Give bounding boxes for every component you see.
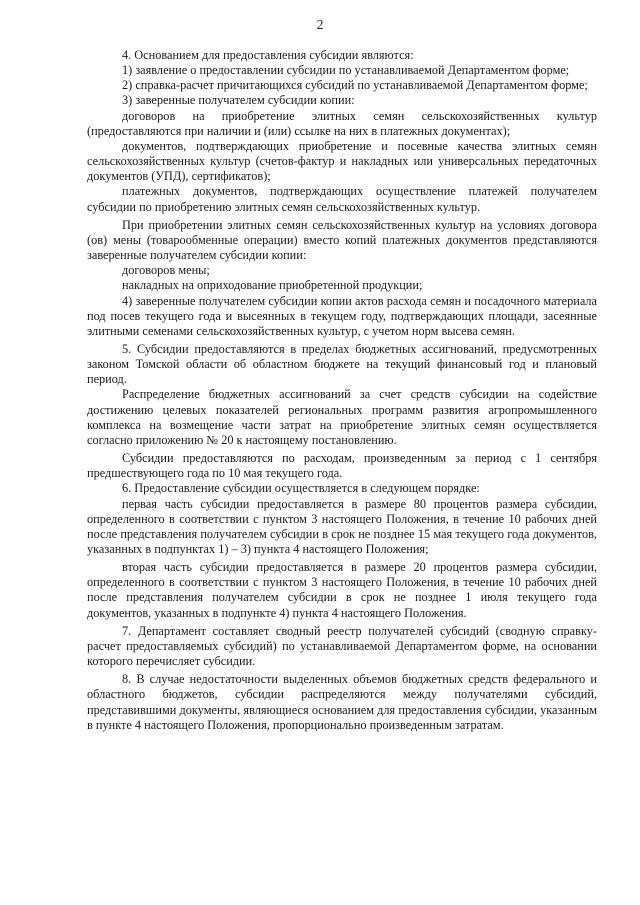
paragraph: 4. Основанием для предоставления субсидии являются: [122,48,414,62]
paragraph: Распределение бюджетных ассигнований за счет средств субсидии на содействие достижению целевых показателей региональных программ развития агропромышленного комплекса на возмещение части затрат на приобретение элитных семян осуществляется согласно приложению № 20 к настоящему постановлению. [87,387,597,447]
paragraph: При приобретении элитных семян сельскохозяйственных культур на условиях договора (ов) мены (товарообменные операции) вместо копий платежных документов представляются заверенные получателем субсидии копии: [87,217,597,263]
paragraph: документов, подтверждающих приобретение и посевные качества элитных семян сельскохозяйственных культур (счетов-фактур и накладных или универсальных передаточных документов (УПД), сертификатов); [87,138,597,184]
paragraph: 3) заверенные получателем субсидии копии: [122,93,355,108]
paragraph: 6. Предоставление субсидии осуществляется в следующем порядке: [122,481,480,496]
document-body [87,48,597,733]
page-number: 2 [316,17,324,32]
paragraph: Субсидии предоставляются по расходам, произведенным за период с 1 сентября предшествующего года по 10 мая текущего года. [87,451,597,481]
paragraph: 4) заверенные получателем субсидии копии актов расхода семян и посадочного материала под посев текущего года и высеянных в текущем году, подтверждающих площади, засеянные элитными семенами сельскохозяйственных культур, с учетом норм высева семян. [87,293,597,338]
paragraph: 8. В случае недостаточности выделенных объемов бюджетных средств федерального и областного бюджетов, субсидии распределяются между получателями субсидий, представившими документы, являющиеся основанием для предоставления субсидии, указанным в пункте 4 настоящего Положения, пропорционально произведенным затратам. [87,672,597,732]
paragraph: платежных документов, подтверждающих осуществление платежей получателем субсидии по приобретению элитных семян сельскохозяйственных культур. [87,184,597,214]
paragraph: договоров на приобретение элитных семян сельскохозяйственных культур (предоставляются при наличии и (или) ссылке на них в платежных документах); [87,108,597,138]
paragraph: накладных на оприходование приобретенной продукции; [122,278,423,293]
paragraph: 1) заявление о предоставлении субсидии по устанавливаемой Департаментом форме; [122,63,570,78]
paragraph: 5. Субсидии предоставляются в пределах бюджетных ассигнований, предусмотренных законом Томской области об областном бюджете на текущий финансовый год и плановый период. [87,341,597,387]
paragraph: 7. Департамент составляет сводный реестр получателей субсидий (сводную справку-расчет предоставляемых субсидий) по устанавливаемой Департаментом форме, на основании которого перечисляет субсидии. [87,623,597,669]
paragraph: вторая часть субсидии предоставляется в размере 20 процентов размера субсидии, определенного в соответствии с пунктом 3 настоящего Положения, в течение 10 рабочих дней после представления получателем субсидии в срок не позднее 1 июля текущего года документов, указанных в подпункте 4) пункта 4 настоящего Положения. [87,560,597,620]
paragraph: 2) справка-расчет причитающихся субсидий по устанавливаемой Департаментом форме; [122,78,588,93]
paragraph: договоров мены; [122,263,210,278]
paragraph: первая часть субсидии предоставляется в размере 80 процентов размера субсидии, определенного в соответствии с пунктом 3 настоящего Положения, в течение 10 рабочих дней после представления получателем субсидии в срок не позднее 15 мая текущего года документов, указанных в подпунктах 1) – 3) пункта 4 настоящего Положения; [87,496,597,556]
